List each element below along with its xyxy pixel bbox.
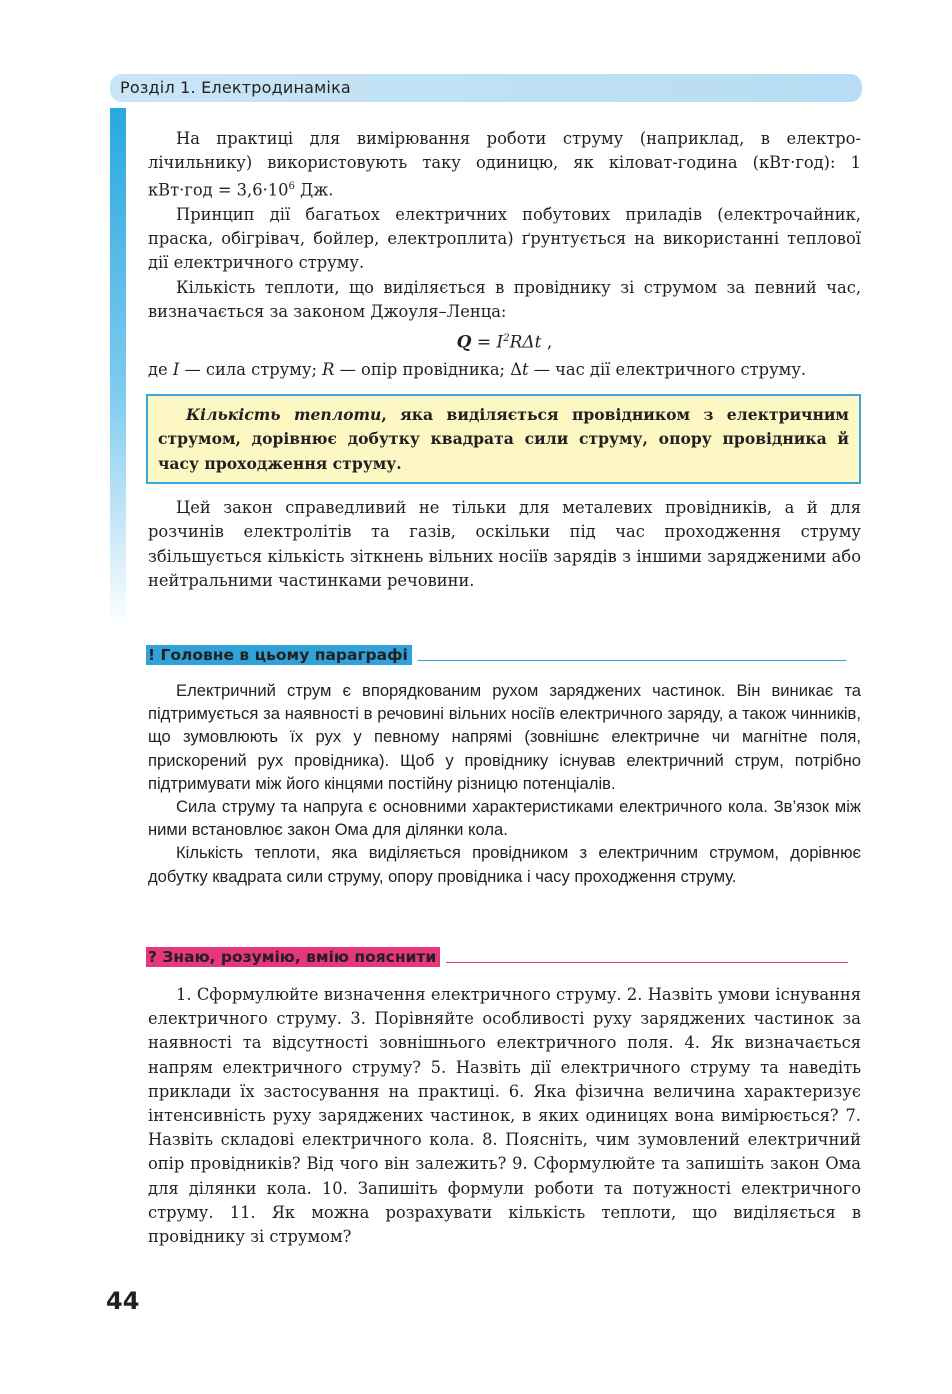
questions-block (148, 983, 861, 1249)
summary-heading-rule (418, 660, 846, 661)
paragraph-joule-lenz: Кількість теплоти, що виділяється в провіднику зі струмом за певний час, визначається за законом Джоуля–Ленца: (148, 277, 861, 321)
chapter-header-bar (110, 74, 862, 102)
questions-heading: ? Знаю, розумію, вмію пояснити (146, 947, 440, 967)
paragraph-appliances: Принцип дії багатьох електричних побутових приладів (електрочайник, праска, обігрівач, бойлер, електроплита) ґрунтується на використанні теплової дії електричного струму. (148, 205, 861, 273)
summary-paragraph-3: Кількість теплоти, яка виділяється провідником з електричним струмом, дорівнює добутку квадрата сили струму, опору провідника і часу проходження струму. (148, 843, 861, 886)
page-number: 44 (106, 1287, 140, 1315)
rule-term: Кількість теплоти (186, 404, 382, 424)
main-text-column (148, 127, 861, 593)
formula-joule-lenz: $Q = I^2R\Delta t$ , (456, 332, 553, 353)
paragraph-electrolytes: Цей закон справедливий не тільки для металевих провідників, а й для розчинів електролітів та газів, оскільки під час проходження струму збільшується кількість зіткнень вільних носіїв зарядів з іншими зарядженими або нейтральними частинками речовини. (148, 498, 861, 590)
questions-text: 1. Сформулюйте визначення електричного струму. 2. Назвіть умови існування електричного струму. 3. Порівняйте особливості руху заряджених частинок за наявності та відсутності зовнішнього електричного поля. 4. Як визначається напрям електричного струму? 5. Назвіть дії електричного струму та наведіть приклади їх застосування на практиці. 6. Яка фізична величина характеризує інтенсивність руху заряджених частинок, в яких одиницях вона вимірюється? 7. Назвіть складові електричного кола. 8. Поясніть, чим зумовлений електричний опір провідників? Від чого він залежить? 9. Сформулюйте та запишіть закон Ома для ділянки кола. 10. Запишіть формули роботи та потужності електричного струму. 11. Як можна розрахувати кількість теплоти, що виділяється в провіднику зі струмом? (148, 985, 861, 1247)
summary-paragraph-2: Сила струму та напруга є основними характеристиками електричного кола. Зв’язок між ними встановлює закон Ома для ділянки кола. (148, 797, 861, 840)
chapter-title: Розділ 1. Електродинаміка (120, 78, 351, 97)
rule-box (146, 394, 861, 484)
rule-text: Кількість теплоти, яка виділяється провідником з електричним струмом, дорівнює добутку квадрата сили струму, опору провідника й часу проходження струму. (158, 404, 849, 473)
summary-paragraph-1: Електричний струм є впорядкованим рухом заряджених частинок. Він виникає та підтримується за наявності в речовині вільних носіїв електричного заряду, а також чинників, що зумовлюють їх рух у певному напрямі (зовнішнє електричне чи магнітне поля, прискорений рух провідника). Щоб у провіднику існував електричний струм, потрібно підтримувати між його кінцями постійну різницю потенціалів. (148, 681, 861, 793)
questions-heading-rule (446, 962, 848, 963)
questions-heading-row (146, 947, 848, 967)
side-accent-strip (110, 108, 126, 628)
summary-heading: ! Головне в цьому параграфі (146, 645, 412, 665)
summary-heading-row (146, 645, 846, 665)
summary-text (148, 679, 861, 888)
paragraph-kwh: На практиці для вимірювання роботи струму (наприклад, в електро-лічильнику) використовують таку одиницю, як кіловат-година (кВт·год): 1 $кВт\cdot год = 3,6\cdot 10^6$ Дж. (148, 129, 861, 200)
exponent: 6 (288, 181, 295, 193)
paragraph-variables: де I — сила струму; R — опір провідника; Δt — час дії електричного струму. (148, 359, 807, 379)
